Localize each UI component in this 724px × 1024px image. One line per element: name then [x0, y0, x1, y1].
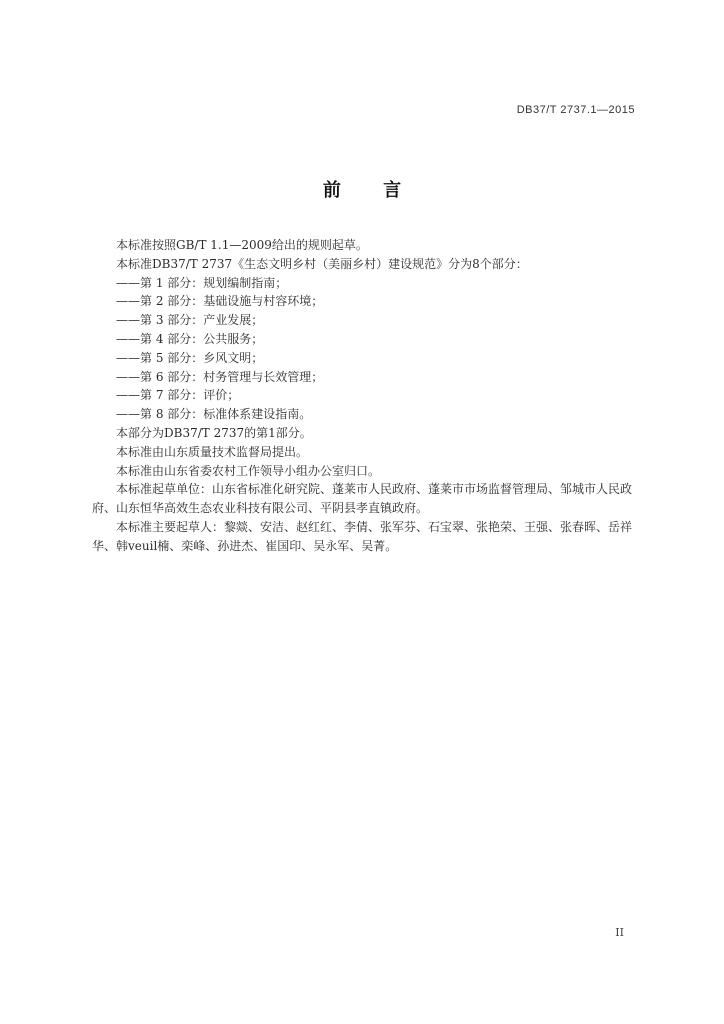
list-item-part-7: ——第 7 部分：评价；	[116, 388, 240, 403]
list-item-part-5: ——第 5 部分：乡风文明；	[116, 350, 264, 365]
list-item-part-1: ——第 1 部分：规划编制指南；	[116, 275, 288, 290]
page-number: II	[615, 926, 624, 939]
paragraph-drafting-rules: 本标准按照GB/T 1.1—2009给出的规则起草。	[116, 238, 368, 252]
paragraph-this-part: 本部分为DB37/T 2737的第1部分。	[116, 425, 312, 440]
list-item-part-8: ——第 8 部分：标准体系建设指南。	[116, 407, 312, 422]
list-item-part-6: ——第 6 部分：村务管理与长效管理；	[116, 369, 324, 384]
paragraph-drafting-units: 本标准起草单位：山东省标准化研究院、蓬莱市人民政府、蓬莱市市场监督管理局、邹城市人民政府、山东恒华高效生态农业科技有限公司、平阴县孝直镇政府。	[92, 482, 633, 516]
list-item-part-2: ——第 2 部分：基础设施与村容环境；	[116, 294, 324, 309]
paragraph-centralized-by: 本标准由山东省委农村工作领导小组办公室归口。	[116, 463, 381, 478]
list-item-part-3: ——第 3 部分：产业发展；	[116, 313, 264, 328]
paragraph-proposed-by: 本标准由山东质量技术监督局提出。	[116, 444, 309, 459]
paragraph-standard-parts: 本标准DB37/T 2737《生态文明乡村（美丽乡村）建设规范》分为8个部分：	[116, 256, 528, 271]
paragraph-drafters: 本标准主要起草人：黎燚、安洁、赵红红、李倩、张军芬、石宝翠、张艳荣、王强、张春晖、岳祥华、韩veuil楠、栾峰、孙进杰、崔国印、吴永军、吴菁。	[92, 519, 633, 553]
foreword-body	[92, 236, 637, 556]
list-item-part-4: ——第 4 部分：公共服务；	[116, 331, 264, 346]
document-code: DB37/T 2737.1—2015	[516, 104, 635, 116]
page-title: 前 言	[322, 180, 420, 201]
